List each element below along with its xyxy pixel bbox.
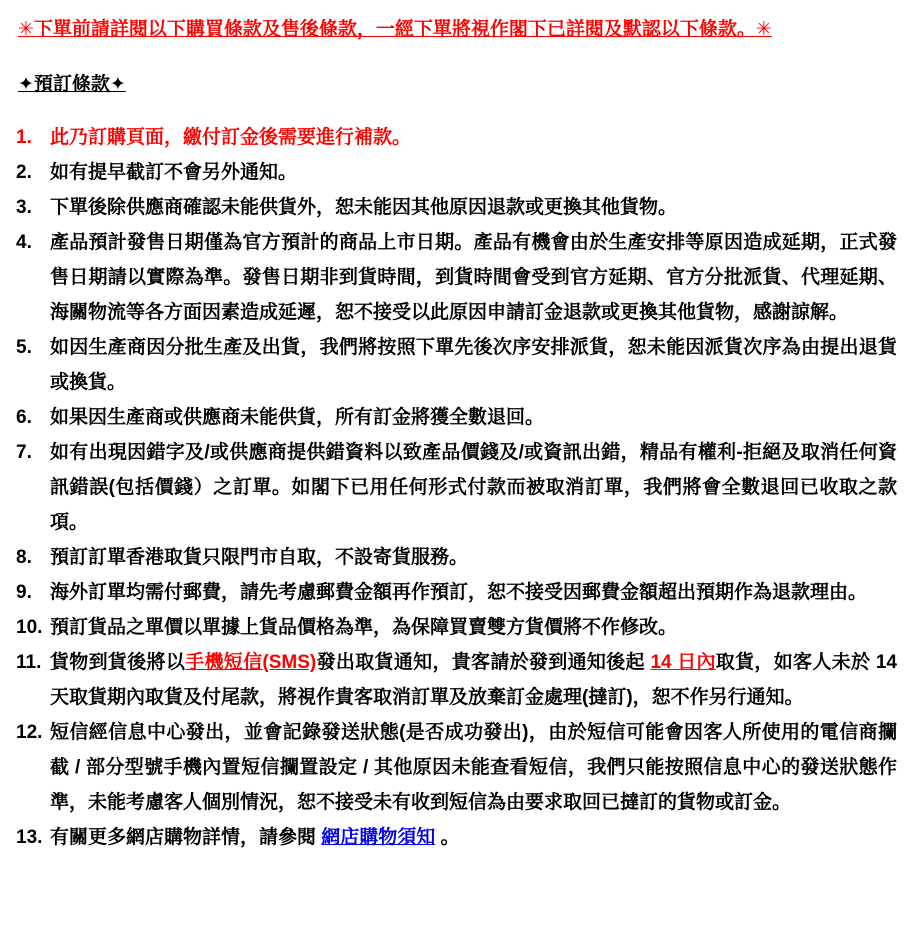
term-item-9 <box>16 575 899 610</box>
term-segment: 預訂訂單香港取貨只限門市自取，不設寄貨服務。 <box>50 547 469 568</box>
term-item-6 <box>16 400 899 435</box>
term-segment: 有關更多網店購物詳情，請參閱 <box>50 827 322 848</box>
term-segment: 海外訂單均需付郵費，請先考慮郵費金額再作預訂，恕不接受因郵費金額超出預期作為退款理由。 <box>50 582 868 603</box>
shop-guide-link[interactable]: 網店購物須知 <box>321 827 436 848</box>
term-text <box>50 645 899 715</box>
term-number: 1. <box>16 127 32 148</box>
term-segment: 取貨，如客人未於 14 天取貨期內取貨及付尾款，將視作貴客取消訂單及放棄訂金處理(撻訂)，恕不作另行通知。 <box>50 652 898 708</box>
term-item-5 <box>16 330 899 400</box>
term-item-7 <box>16 435 899 540</box>
term-text <box>50 610 899 645</box>
term-segment: 如因生產商因分批生產及出貨，我們將按照下單先後次序安排派貨，恕未能因派貨次序為由提出退貨或換貨。 <box>50 337 897 393</box>
term-item-13 <box>16 820 899 855</box>
term-number: 2. <box>16 162 32 183</box>
term-text <box>50 190 899 225</box>
term-segment: 發出取貨通知，貴客請於發到通知後起 <box>316 652 651 673</box>
terms-list <box>16 120 899 855</box>
term-text <box>50 400 899 435</box>
term-number: 4. <box>16 232 32 253</box>
term-item-12 <box>16 715 899 820</box>
term-number: 5. <box>16 337 32 358</box>
term-item-2 <box>16 155 899 190</box>
term-segment: 預訂貨品之單價以單據上貨品價格為準，為保障買賣雙方貨價將不作修改。 <box>50 617 678 638</box>
term-number: 13. <box>16 827 43 848</box>
term-segment: 如果因生產商或供應商未能供貨，所有訂金將獲全數退回。 <box>50 407 545 428</box>
term-text <box>50 715 899 820</box>
term-text <box>50 225 899 330</box>
section-title-preorder-terms: ✦預訂條款✦ <box>18 74 126 95</box>
term-segment: 如有提早截訂不會另外通知。 <box>50 162 298 183</box>
term-number: 10. <box>16 617 43 638</box>
term-item-1 <box>16 120 899 155</box>
term-text <box>50 540 899 575</box>
term-segment: 產品預計發售日期僅為官方預計的商品上市日期。產品有機會由於生產安排等原因造成延期，正式發售日期請以實際為準。發售日期非到貨時間，到貨時間會受到官方延期、官方分批派貨、代理延期、海關物流等各方面因素造成延遲，恕不接受以此原因申請訂金退款或更換其他貨物，感謝諒解。 <box>50 232 897 323</box>
purchase-terms-notice: ✳下單前請詳閱以下購買條款及售後條款，一經下單將視作閣下已詳閱及默認以下條款。✳ <box>18 19 772 40</box>
term-segment: 14 日內 <box>650 652 716 673</box>
term-text <box>50 155 899 190</box>
term-number: 3. <box>16 197 32 218</box>
term-segment: 下單後除供應商確認未能供貨外，恕未能因其他原因退款或更換其他貨物。 <box>50 197 678 218</box>
term-segment: 如有出現因錯字及/或供應商提供錯資料以致產品價錢及/或資訊出錯，精品有權利-拒絕及取消任何資訊錯誤(包括價錢）之訂單。如閣下已用任何形式付款而被取消訂單，我們將會全數退回已收取之款項。 <box>50 442 897 533</box>
term-segment: 此乃訂購頁面，繳付訂金後需要進行補款。 <box>50 127 412 148</box>
term-number: 8. <box>16 547 32 568</box>
term-item-4 <box>16 225 899 330</box>
term-text <box>50 120 899 155</box>
term-item-3 <box>16 190 899 225</box>
term-text <box>50 575 899 610</box>
term-item-10 <box>16 610 899 645</box>
term-number: 7. <box>16 442 32 463</box>
term-number: 6. <box>16 407 32 428</box>
term-number: 12. <box>16 722 43 743</box>
term-text <box>50 435 899 540</box>
term-text <box>50 820 899 855</box>
term-text <box>50 330 899 400</box>
term-segment: 短信經信息中心發出，並會記錄發送狀態(是否成功發出)，由於短信可能會因客人所使用的電信商攔截 / 部分型號手機內置短信攔置設定 / 其他原因未能查看短信，我們只能按照信息中心的發送狀態作準，未能考慮客人個別情況，恕不接受未有收到短信為由要求取回已撻訂的貨物或訂金。 <box>50 722 897 813</box>
term-segment: 。 <box>435 827 460 848</box>
term-item-11 <box>16 645 899 715</box>
term-number: 11. <box>16 652 42 673</box>
term-segment: 手機短信(SMS) <box>185 652 317 673</box>
term-item-8 <box>16 540 899 575</box>
term-segment: 貨物到貨後將以 <box>50 652 186 673</box>
term-number: 9. <box>16 582 32 603</box>
